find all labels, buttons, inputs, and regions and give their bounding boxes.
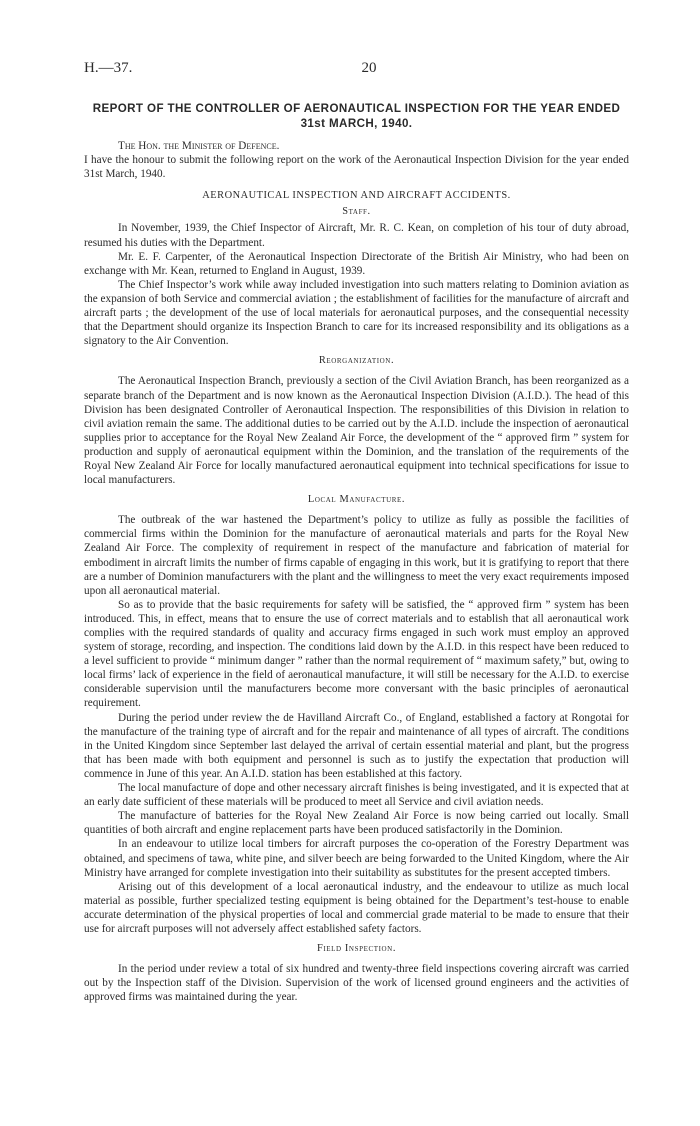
staff-paragraph: Mr. E. F. Carpenter, of the Aeronautical Inspection Directorate of the British Air Ministry, who had been on exchange with Mr. Kean, returned to England in August, 1939. [84,250,629,277]
main-section-heading: AERONAUTICAL INSPECTION AND AIRCRAFT ACCIDENTS. [202,190,511,202]
reorganization-heading: Reorganization. [318,355,395,367]
staff-paragraph: In November, 1939, the Chief Inspector of Aircraft, Mr. R. C. Kean, on completion of his tour of duty abroad, resumed his duties with the Department. [84,222,629,249]
local-manufacture-paragraph: During the period under review the de Havilland Aircraft Co., of England, established a factory at Rongotai for the manufacture of the training type of aircraft and for the repair and maintenance of all types of aircraft. The conditions in the United Kingdom since September last delayed the arrival of certain essential material and plant, but the progress that has been made with both equipment and personnel is such as to justify the expectation that production will commence in June of this year. An A.I.D. station has been established at this factory. [84,711,629,780]
staff-paragraph: The Chief Inspector’s work while away included investigation into such matters relating to Dominion aviation as the expansion of both Service and commercial aviation ; the establishment of facilities for the manufacture of aircraft and aircraft parts ; the development of the use of local materials for aeronautical purposes, and the consequential necessity that the Department should organize its Inspection Branch to care for its increased responsibility and its obligations as a signatory to the Air Convention. [84,278,629,348]
report-body [84,101,629,1004]
field-inspection-paragraph: In the period under review a total of six hundred and twenty-three field inspections covering aircraft was carried out by the Inspection staff of the Division. Supervision of the work of licensed ground engineers and the activities of approved firms was maintained during the year. [84,963,629,1004]
intro-paragraph: I have the honour to submit the following report on the work of the Aeronautical Inspection Division for the year ended 31st March, 1940. [84,154,629,181]
field-inspection-heading: Field Inspection. [316,943,397,955]
local-manufacture-paragraph: In an endeavour to utilize local timbers for aircraft purposes the co-operation of the Forestry Department was obtained, and specimens of tawa, white pine, and silver beech are being forwarded to the United Kingdom, where the Air Ministry have arranged for complete investigation into their suitability as substitutes for the present accepted timbers. [84,838,629,879]
document-code: H.—37. [84,60,133,76]
local-manufacture-paragraph: So as to provide that the basic requirements for safety will be satisfied, the “ approved firm ” system has been introduced. This, in effect, means that to ensure the use of correct materials and to establish that all aeronautical work complies with the required standards of quality and accuracy firms engaged in such work must employ an approved system of storage, recording, and inspection. The conditions laid down by the A.I.D. in this respect have been reduced to a level sufficient to provide “ minimum danger ” rather than the normal requirement of “ maximum safety,” but, owing to local firms’ lack of experience in the field of aeronautical manufacture, it will still be necessary for the A.I.D. to exercise considerable supervision until the manufacturers become more conversant with the basic principles of aeronautical requirement. [84,598,629,710]
addressee-line: The Hon. the Minister of Defence. [118,140,280,152]
local-manufacture-paragraph: The manufacture of batteries for the Royal New Zealand Air Force is now being carried out locally. Small quantities of both aircraft and engine replacement parts have been produced satisfactorily in the Dominion. [84,810,629,837]
reorganization-paragraph: The Aeronautical Inspection Branch, previously a section of the Civil Aviation Branch, has been reorganized as a separate branch of the Department and is now known as the Aeronautical Inspection Division (A.I.D.). The head of this Division has been designated Controller of Aeronautical Inspection. The responsibilities of this Division in relation to civil aviation remain the same. The additional duties to be carried out by the A.I.D. include the inspection of aeronautical supplies prior to acceptance for the Royal New Zealand Air Force, the development of the “ approved firm ” system for production and supply of aeronautical equipment within the Dominion, and the translation of the requirements of the Royal New Zealand Air Force for locally manufactured aeronautical equipment into technical specifications for issue to local manufacturers. [84,375,629,487]
local-manufacture-paragraph: The local manufacture of dope and other necessary aircraft finishes is being investigated, and it is expected that at an early date sufficient of these materials will be produced to meet all Service and civil aviation needs. [84,782,629,809]
report-title: REPORT OF THE CONTROLLER OF AERONAUTICAL INSPECTION FOR THE YEAR ENDED 31st MARCH, 1940. [92,102,621,130]
local-manufacture-heading: Local Manufacture. [307,494,406,506]
staff-heading: Staff. [342,206,371,218]
running-head [84,60,624,78]
page-number: 20 [361,60,377,76]
local-manufacture-paragraph: The outbreak of the war hastened the Department’s policy to utilize as fully as possible the facilities of commercial firms within the Dominion for the manufacture of aeronautical materials and parts for the Royal New Zealand Air Force. The complexity of requirement in respect of the manufacture and fabrication of material for embodiment in aircraft limits the number of firms capable of engaging in this work, but it is gratifying to report that there are a number of Dominion manufacturers with the plant and the willingness to meet the very exact requirements imposed upon all aeronautical material. [84,514,629,597]
local-manufacture-paragraph: Arising out of this development of a local aeronautical industry, and the endeavour to utilize as much local material as possible, further specialized testing equipment is being obtained for the Department’s test-house to enable accurate determination of the physical properties of local and commercial grade material to be made to ensure that their use for aircraft purposes will not adversely affect established safety factors. [84,880,629,935]
